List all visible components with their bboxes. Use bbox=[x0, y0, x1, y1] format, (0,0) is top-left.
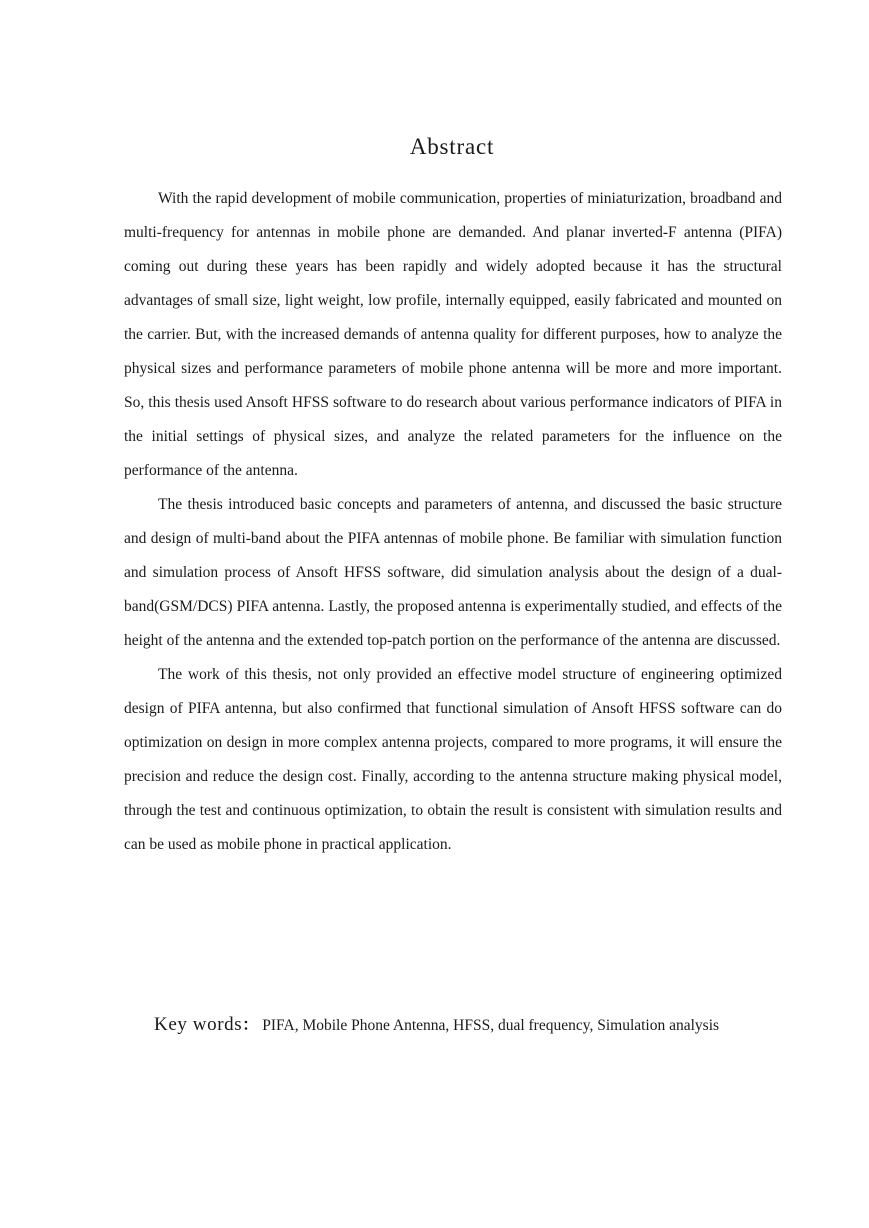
abstract-body bbox=[124, 182, 782, 862]
abstract-paragraph-2: The thesis introduced basic concepts and parameters of antenna, and discussed the basic structure and design of multi-band about the PIFA antennas of mobile phone. Be familiar with simulation function and simulation process of Ansoft HFSS software, did simulation analysis about the design of a dual-band(GSM/DCS) PIFA antenna. Lastly, the proposed antenna is experimentally studied, and effects of the height of the antenna and the extended top-patch portion on the performance of the antenna are discussed. bbox=[124, 496, 782, 649]
abstract-title: Abstract bbox=[409, 134, 495, 159]
keywords-line bbox=[154, 1010, 782, 1041]
abstract-paragraph-3: The work of this thesis, not only provided an effective model structure of engineering optimized design of PIFA antenna, but also confirmed that functional simulation of Ansoft HFSS software can do optimization on design in more complex antenna projects, compared to more programs, it will ensure the precision and reduce the design cost. Finally, according to the antenna structure making physical model, through the test and continuous optimization, to obtain the result is consistent with simulation results and can be used as mobile phone in practical application. bbox=[124, 666, 782, 853]
keywords-label: Key words bbox=[154, 1014, 243, 1035]
keywords-list: PIFA, Mobile Phone Antenna, HFSS, dual frequency, Simulation analysis bbox=[262, 1017, 720, 1034]
keywords-separator: ： bbox=[242, 1017, 259, 1034]
abstract-paragraph-1: With the rapid development of mobile communication, properties of miniaturization, broadband and multi-frequency for antennas in mobile phone are demanded. And planar inverted-F antenna (PIFA) coming out during these years has been rapidly and widely adopted because it has the structural advantages of small size, light weight, low profile, internally equipped, easily fabricated and mounted on the carrier. But, with the increased demands of antenna quality for different purposes, how to analyze the physical sizes and performance parameters of mobile phone antenna will be more and more important. So, this thesis used Ansoft HFSS software to do research about various performance indicators of PIFA in the initial settings of physical sizes, and analyze the related parameters for the influence on the performance of the antenna. bbox=[124, 190, 782, 479]
